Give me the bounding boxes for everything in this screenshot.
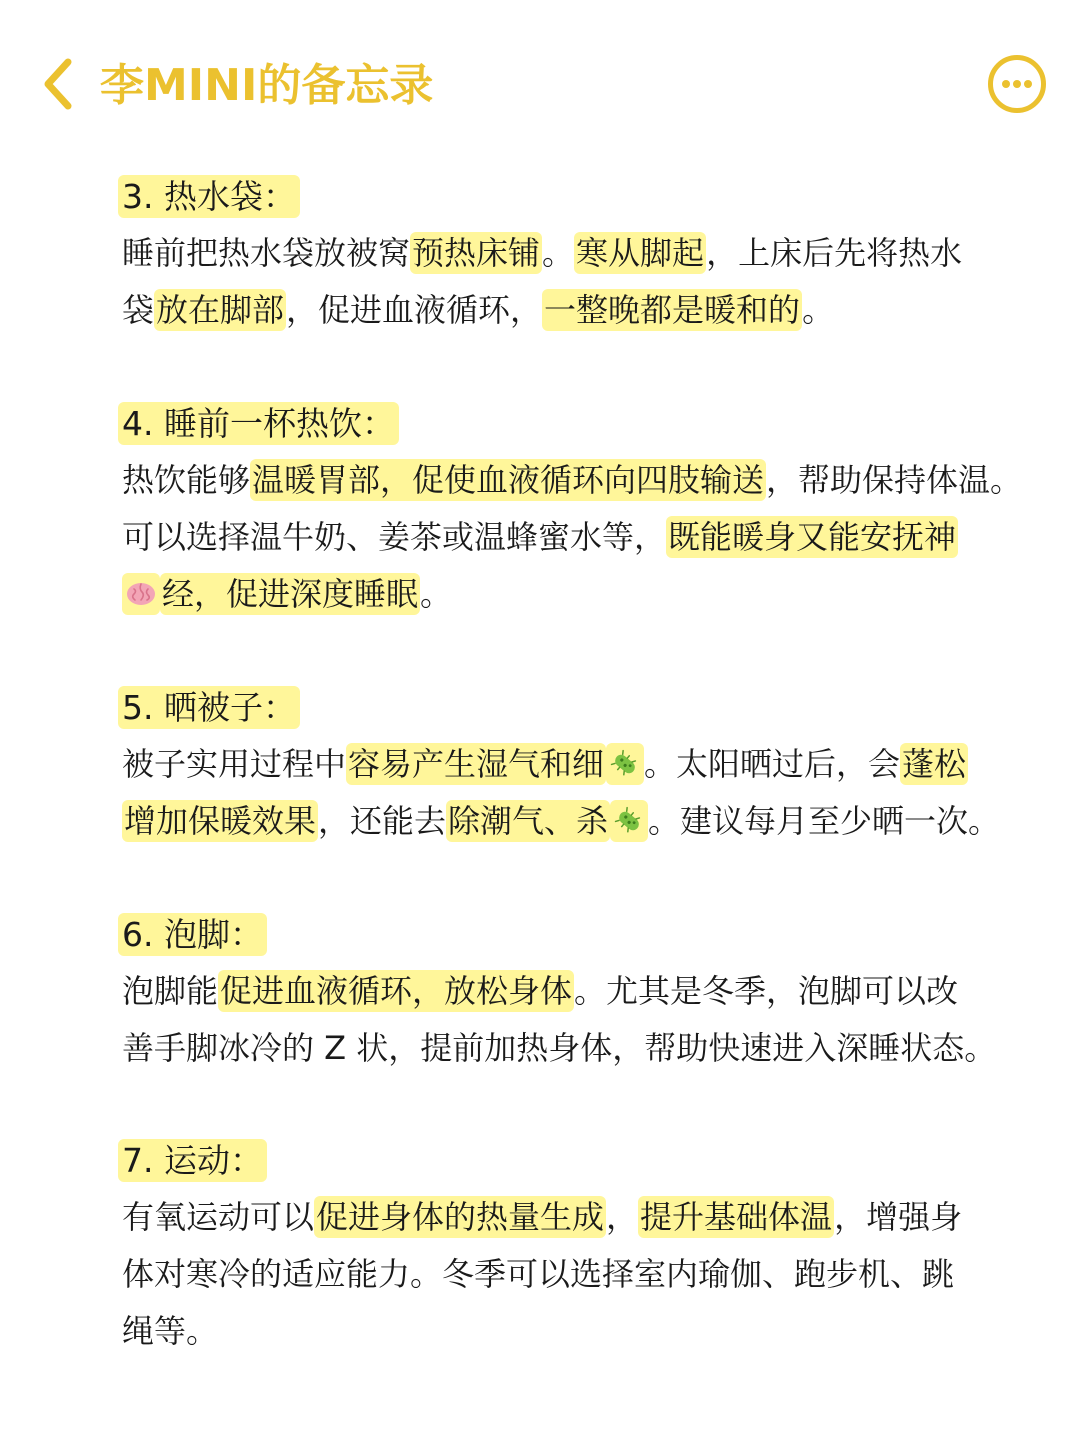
highlighted-text: 增加保暖效果	[124, 802, 317, 840]
section-heading	[122, 680, 300, 736]
heading-text: 5. 晒被子：	[118, 686, 300, 729]
heading-text: 6. 泡脚：	[118, 913, 267, 956]
text-line	[122, 1020, 1022, 1077]
section-heading	[122, 396, 399, 452]
section-body	[122, 963, 1022, 1077]
heading-text: 7. 运动：	[118, 1139, 267, 1182]
text-line	[122, 509, 1022, 566]
body-text: 热饮能够	[122, 461, 251, 499]
body-text: 被子实用过程中	[122, 745, 347, 783]
body-text: 。	[420, 575, 453, 613]
chevron-left-icon	[36, 56, 80, 112]
section-body	[122, 225, 1022, 339]
highlighted-text: 寒从脚起	[576, 234, 705, 272]
brain-emoji-icon	[125, 571, 157, 603]
body-text: ，	[606, 1198, 639, 1236]
body-text: ，上床后先将热水	[706, 234, 963, 272]
section-heading	[122, 169, 300, 225]
body-text: 。	[802, 291, 835, 329]
text-line	[122, 225, 1022, 282]
text-line	[122, 1189, 1022, 1246]
text-line	[122, 452, 1022, 509]
highlighted-text: 经，促进深度睡眠	[162, 575, 419, 613]
body-text: ，还能去	[318, 802, 447, 840]
body-text: ，增强身	[834, 1198, 963, 1236]
microbe-emoji-icon	[609, 741, 641, 773]
text-line	[122, 1303, 1022, 1360]
text-line	[122, 282, 1022, 339]
highlighted-text: 一整晚都是暖和的	[544, 291, 801, 329]
highlighted-text: 蓬松	[902, 745, 967, 783]
highlighted-text: 放在脚部	[156, 291, 285, 329]
body-text: 。建议每月至少晒一次。	[648, 802, 1001, 840]
highlighted-text: 除潮气、杀	[448, 802, 609, 840]
section-foot-soak	[122, 907, 1022, 1077]
back-button[interactable]	[36, 56, 80, 112]
body-text: 。太阳晒过后，会	[644, 745, 901, 783]
highlighted-text: 提升基础体温	[640, 1198, 833, 1236]
body-text: 睡前把热水袋放被窝	[122, 234, 411, 272]
highlighted-text: 促进血液循环，放松身体	[220, 972, 573, 1010]
highlighted-emoji	[606, 743, 644, 785]
text-line	[122, 566, 1022, 623]
highlighted-emoji	[122, 573, 160, 615]
text-line	[122, 963, 1022, 1020]
section-hot-drink	[122, 396, 1022, 623]
section-hot-water-bag	[122, 169, 1022, 339]
body-text: ，帮助保持体温。	[766, 461, 1023, 499]
highlighted-text: 既能暖身又能安抚神	[668, 518, 957, 556]
section-body	[122, 1189, 1022, 1360]
heading-text: 4. 睡前一杯热饮：	[118, 402, 399, 445]
section-sun-quilt	[122, 680, 1022, 850]
microbe-emoji-icon	[613, 798, 645, 830]
section-body	[122, 736, 1022, 850]
body-text: 可以选择温牛奶、姜茶或温蜂蜜水等，	[122, 518, 667, 556]
section-exercise	[122, 1133, 1022, 1360]
section-heading	[122, 1133, 267, 1189]
body-text: 泡脚能	[122, 972, 219, 1010]
body-text: 。尤其是冬季，泡脚可以改	[574, 972, 959, 1010]
highlighted-text: 容易产生湿气和细	[348, 745, 605, 783]
heading-text: 3. 热水袋：	[118, 175, 300, 218]
body-text: 。	[542, 234, 575, 272]
highlighted-text: 预热床铺	[412, 234, 541, 272]
page-title: 李MINI的备忘录	[100, 60, 434, 111]
more-options-button[interactable]	[987, 54, 1047, 114]
body-text: 袋	[122, 291, 155, 329]
highlighted-text: 促进身体的热量生成	[316, 1198, 605, 1236]
section-body	[122, 452, 1022, 623]
body-text: 绳等。	[122, 1312, 219, 1350]
text-line	[122, 1246, 1022, 1303]
top-bar	[0, 0, 1080, 170]
body-text: ，促进血液循环，	[286, 291, 543, 329]
section-heading	[122, 907, 267, 963]
body-text: 有氧运动可以	[122, 1198, 315, 1236]
more-circle-icon	[987, 54, 1047, 114]
body-text: 善手脚冰冷的 Z 状，提前加热身体，帮助快速进入深睡状态。	[122, 1029, 997, 1067]
highlighted-emoji	[610, 800, 648, 842]
text-line	[122, 736, 1022, 793]
body-text: 体对寒冷的适应能力。冬季可以选择室内瑜伽、跑步机、跳	[122, 1255, 955, 1293]
text-line	[122, 793, 1022, 850]
highlighted-text: 温暖胃部，促使血液循环向四肢输送	[252, 461, 765, 499]
